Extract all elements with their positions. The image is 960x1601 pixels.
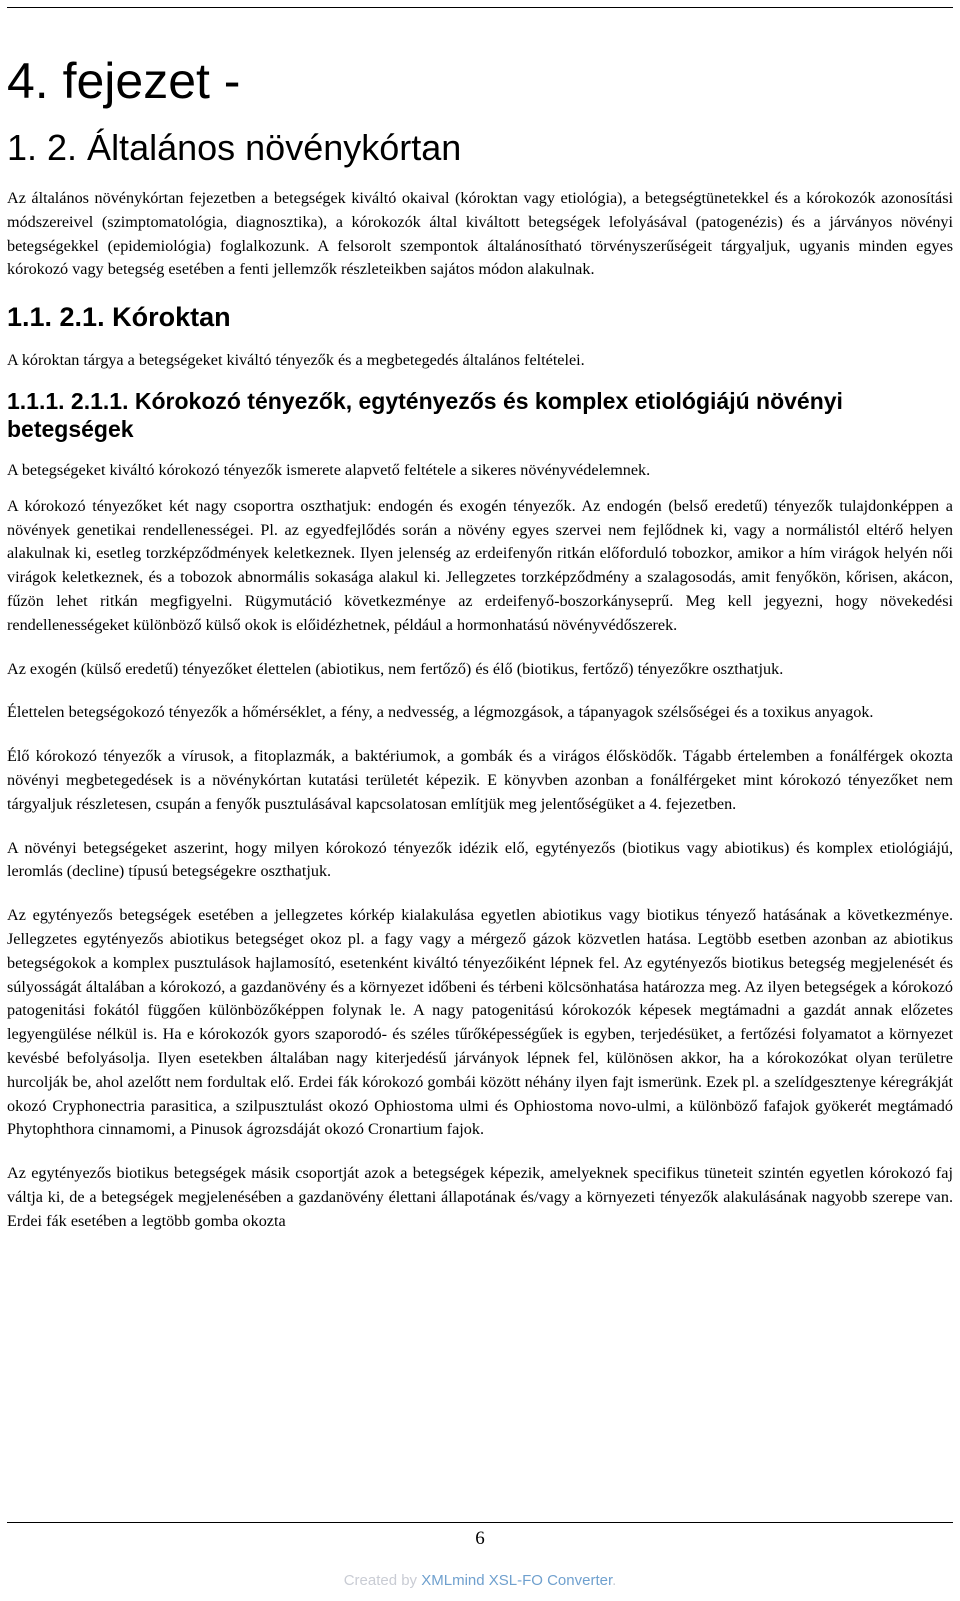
subsubsection-title: 1.1.1. 2.1.1. Kórokozó tényezők, egytényezős és komplex etiológiájú növényi betegségek	[7, 387, 843, 442]
page-number: 6	[475, 1528, 485, 1549]
footer-rule	[7, 1522, 953, 1523]
section-title: 1. 2. Általános növénykórtan	[7, 127, 462, 168]
intro-paragraph: Az általános növénykórtan fejezetben a betegségek kiváltó okaival (kóroktan vagy etiológia), a betegségtünetekkel és a kórokozók azonosítási módszereivel (szimptomatológia, diagnosztika), a kórokozók által kiváltott betegségek lefolyásával (patogenézis) és a járványos növényi betegségekkel (epidemiológia) foglalkozunk. A felsorolt szempontok általánosítható törvényszerűségeit tárgyaljuk, ugyanis minden egyes kórokozó vagy betegség esetében a fenti jellemzők részleteikben sajátos módon alakulnak.	[7, 189, 953, 279]
body-paragraph: Az egytényezős betegségek esetében a jellegzetes kórkép kialakulása egyetlen abiotikus vagy biotikus tényező hatásának a következménye. Jellegzetes egytényezős abiotikus betegséget okoz pl. a fagy vagy a mérgező gázok közvetlen hatása. Legtöbb esetben azonban az abiotikus betegségokok a komplex pusztulások hajlamosító, esetenként kiváltó tényezőiként lépnek fel. Az egytényezős biotikus betegség megjelenését és súlyosságát általában a kórokozó, a gazdanövény és a környezet időbeni és térbeni kölcsönhatása határozza meg. Az ilyen betegségek a kórokozó patogenitási fokától függően különbözőképpen folynak le. A nagy patogenitású kórokozók képesek megtámadni a gazdát annak előzetes legyengülése nélkül is. Ha e kórokozók gyors szaporodó- és széles tűrőképességűek is egyben, terjedésüket, a fertőzési folyamatot a környezet kevésbé befolyásolja. Ilyen esetekben általában nagy kiterjedésű járványok lépnek fel, különösen akkor, ha a kórokozókat olyan területre hurcolják be, ahol azelőtt nem fordultak elő. Erdei fák kórokozó gombái között néhány ilyen fajt ismerünk. Ezek pl. a szelídgesztenye kéregrákját okozó Cryphonectria parasitica, a szilpusztulást okozó Ophiostoma ulmi és Ophiostoma novo-ulmi, a különböző fafajok gyökerét megtámadó Phytophthora cinnamomi, a Pinusok ágrozsdáját okozó Cronartium fajok.	[7, 906, 953, 1139]
page-content	[7, 52, 953, 1234]
subsection-title: 1.1. 2.1. Kóroktan	[7, 302, 231, 333]
body-paragraph: A kórokozó tényezőket két nagy csoportra oszthatjuk: endogén és exogén tényezők. Az endogén (belső eredetű) tényezők tulajdonképpen a növények genetikai rendellenességei. Pl. az egyedfejlődés során a növény egyes szervei nem fejlődnek ki, vagy a normálistól eltérő helyen alakulnak ki, esetleg torzképződmények keletkeznek. Ilyen jelenség az erdeifenyőn ritkán előforduló tobozkor, amikor a hím virágok helyén női virágok keletkeznek, és a tobozok abnormális sokasága alakul ki. Jellegzetes torzképződmény a szalagosodás, amit fenyőkön, kőrisen, akácon, fűzön lehet ritkán megfigyelni. Rügymutáció következménye az erdeifenyő-boszorkányseprű. Meg kell jegyezni, hogy növekedési rendellenességeket különböző külső okok is előidézhetnek, például a hormonhatású növényvédőszerek.	[7, 496, 953, 634]
body-paragraph: Élettelen betegségokozó tényezők a hőmérséklet, a fény, a nedvesség, a légmozgások, a tápanyagok szélsőségei és a toxikus anyagok.	[7, 703, 874, 722]
body-paragraph: Az exogén (külső eredetű) tényezőket élettelen (abiotikus, nem fertőző) és élő (biotikus, fertőző) tényezőkre oszthatjuk.	[7, 659, 784, 678]
subsection-paragraph: A kóroktan tárgya a betegségeket kiváltó tényezők és a megbetegedés általános feltételei.	[7, 351, 585, 370]
credit-suffix: .	[612, 1572, 617, 1589]
top-rule	[7, 7, 953, 8]
footer-credit	[0, 1572, 960, 1589]
body-paragraph: Élő kórokozó tényezők a vírusok, a fitoplazmák, a baktériumok, a gombák és a virágos élősködők. Tágabb értelemben a fonálférgek okozta növényi megbetegedések is a növénykórtan kutatási területét képezik. E könyvben azonban a fonálférgeket mint kórokozó tényezőket nem tárgyaljuk részletesen, csupán a fenyők pusztulásával kapcsolatosan említjük meg jelentőségüket a 4. fejezetben.	[7, 747, 953, 813]
body-paragraph: A betegségeket kiváltó kórokozó tényezők ismerete alapvető feltétele a sikeres növényvédelemnek.	[7, 460, 651, 479]
chapter-title: 4. fejezet -	[7, 53, 241, 109]
credit-brand-link[interactable]: XMLmind XSL-FO Converter	[421, 1572, 613, 1589]
body-paragraph: Az egytényezős biotikus betegségek másik csoportját azok a betegségek képezik, amelyeknek specifikus tüneteit szintén egyetlen kórokozó faj váltja ki, de a betegségek megjelenésében a gazdanövény élettani állapotának és/vagy a környezeti tényezők alakulásának nagyobb szerepe van. Erdei fák esetében a legtöbb gomba okozta	[7, 1164, 953, 1230]
body-paragraph: A növényi betegségeket aszerint, hogy milyen kórokozó tényezők idézik elő, egytényezős (biotikus vagy abiotikus) és komplex etiológiájú, leromlás (decline) típusú betegségekre oszthatjuk.	[7, 838, 953, 881]
credit-prefix: Created by	[343, 1572, 422, 1589]
